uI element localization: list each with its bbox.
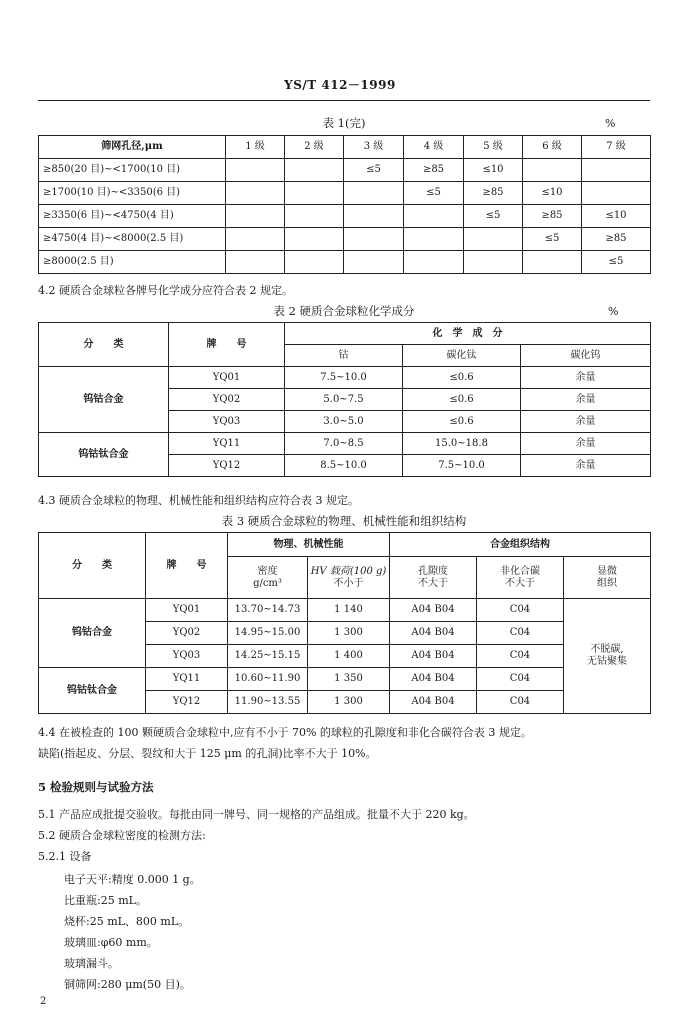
paragraph-4-4-line2: 缺陷(指起皮、分层、裂纹和大于 125 μm 的孔洞)比率不大于 10%。 xyxy=(38,747,377,760)
table1-cell xyxy=(523,251,582,274)
table2-group-wc-co-tic: 钨钴钛合金 xyxy=(39,433,169,477)
table-row xyxy=(39,599,651,622)
table3-cell: C04 xyxy=(477,599,564,622)
table2-cell: 余量 xyxy=(521,367,651,389)
table1-cell: ≥850(20 目)~<1700(10 目) xyxy=(39,159,226,182)
table1-header-cell: 3 级 xyxy=(344,136,404,159)
table3-cell: 14.25~15.15 xyxy=(228,645,308,668)
table2-header-chem: 化 学 成 分 xyxy=(285,323,651,345)
table1-cell: ≥4750(4 目)~<8000(2.5 目) xyxy=(39,228,226,251)
table1-cell xyxy=(464,228,523,251)
equipment-item: 电子天平:精度 0.000 1 g。 xyxy=(64,873,201,886)
table1-cell xyxy=(285,205,344,228)
table1-cell xyxy=(285,251,344,274)
table1-cell: ≥85 xyxy=(582,228,651,251)
table2-cell: 余量 xyxy=(521,455,651,477)
table3-header-category: 分 类 xyxy=(39,533,146,599)
paragraph-5-2: 5.2 硬质合金球粒密度的检测方法: xyxy=(38,829,206,842)
table1-cell xyxy=(226,182,285,205)
table1-cell: ≥3350(6 目)~<4750(4 目) xyxy=(39,205,226,228)
table1-cell: ≤10 xyxy=(464,159,523,182)
table2-cell: ≤0.6 xyxy=(403,411,521,433)
table1-cell: ≤5 xyxy=(404,182,464,205)
table3-header-hv-name: HV 载荷(100 g) xyxy=(310,565,387,577)
table2-cell: YQ11 xyxy=(169,433,285,455)
table2-cell: 8.5~10.0 xyxy=(285,455,403,477)
table3-header-micro-line1: 显微 xyxy=(597,565,618,577)
table2-header-co: 钴 xyxy=(285,345,403,367)
table1-cell: ≥85 xyxy=(464,182,523,205)
paragraph-5-1: 5.1 产品应成批提交验收。每批由同一牌号、同一规格的产品组成。批量不大于 220 kg。 xyxy=(38,808,475,821)
table1-cell xyxy=(344,251,404,274)
table3-cell: C04 xyxy=(477,668,564,691)
table3-cell: 10.60~11.90 xyxy=(228,668,308,691)
table1-cell xyxy=(226,159,285,182)
equipment-item: 铜筛网:280 μm(50 目)。 xyxy=(64,978,191,991)
table2-cell: 余量 xyxy=(521,411,651,433)
table-row xyxy=(39,251,651,274)
equipment-item: 玻璃皿:φ60 mm。 xyxy=(64,936,158,949)
table2-header-tic: 碳化钛 xyxy=(403,345,521,367)
table1 xyxy=(38,135,651,274)
table3-cell: YQ01 xyxy=(146,599,228,622)
table3-header-carbon-name: 非化合碳 xyxy=(500,565,540,577)
table1-header-row xyxy=(39,136,651,159)
table1-header-cell: 筛网孔径,μm xyxy=(39,136,226,159)
table3-cell: A04 B04 xyxy=(390,645,477,668)
table3-cell: 1 300 xyxy=(308,691,390,714)
table2-cell: 余量 xyxy=(521,433,651,455)
table2-cell: YQ12 xyxy=(169,455,285,477)
table1-cell: ≤5 xyxy=(523,228,582,251)
table1-cell xyxy=(285,159,344,182)
table3-group-wc-co: 钨钴合金 xyxy=(39,599,146,668)
table2-unit: % xyxy=(608,305,619,318)
table2 xyxy=(38,322,651,477)
table1-cell xyxy=(404,251,464,274)
table2-cell: ≤0.6 xyxy=(403,367,521,389)
table3-header-carbon xyxy=(477,557,564,599)
table3-header-porosity xyxy=(390,557,477,599)
table1-cell xyxy=(285,182,344,205)
table1-cell xyxy=(344,228,404,251)
table2-header-wc: 碳化钨 xyxy=(521,345,651,367)
table3-micro-value-line2: 无钴聚集 xyxy=(587,656,628,667)
table3-cell: YQ12 xyxy=(146,691,228,714)
table3-cell: C04 xyxy=(477,645,564,668)
table1-cell xyxy=(285,228,344,251)
table1-header-cell: 6 级 xyxy=(523,136,582,159)
equipment-item: 比重瓶:25 mL。 xyxy=(64,894,147,907)
table2-cell: YQ01 xyxy=(169,367,285,389)
table1-cell: ≥85 xyxy=(404,159,464,182)
table1-cell: ≥85 xyxy=(523,205,582,228)
table3-cell: YQ03 xyxy=(146,645,228,668)
table2-caption: 表 2 硬质合金球粒化学成分 xyxy=(273,304,415,318)
table1-cell xyxy=(344,182,404,205)
table3-cell: 14.95~15.00 xyxy=(228,622,308,645)
table-row xyxy=(39,367,651,389)
table3-header-density xyxy=(228,557,308,599)
table2-cell: 3.0~5.0 xyxy=(285,411,403,433)
table3-cell: 13.70~14.73 xyxy=(228,599,308,622)
table1-cell xyxy=(582,159,651,182)
table3-cell: C04 xyxy=(477,691,564,714)
table2-header-row xyxy=(39,323,651,345)
table3-header-micro-line2: 组织 xyxy=(597,577,618,589)
table3-cell: A04 B04 xyxy=(390,668,477,691)
table1-header-cell: 2 级 xyxy=(285,136,344,159)
table1-cell: ≤10 xyxy=(523,182,582,205)
table-row xyxy=(39,433,651,455)
table2-cell: 7.5~10.0 xyxy=(403,455,521,477)
table1-unit: % xyxy=(605,117,616,130)
equipment-item: 烧杯:25 mL、800 mL。 xyxy=(64,915,190,928)
table1-cell: ≤10 xyxy=(582,205,651,228)
header-rule xyxy=(38,100,650,101)
table3 xyxy=(38,532,651,714)
table3-header-porosity-name: 孔隙度 xyxy=(418,565,448,577)
page-number: 2 xyxy=(40,996,47,1007)
table3-header-row xyxy=(39,533,651,557)
table2-cell: 余量 xyxy=(521,389,651,411)
table1-cell xyxy=(404,228,464,251)
table3-header-density-name: 密度 xyxy=(257,565,278,577)
table3-caption: 表 3 硬质合金球粒的物理、机械性能和组织结构 xyxy=(221,514,467,528)
table1-cell xyxy=(226,251,285,274)
table1-caption: 表 1(完) xyxy=(322,116,366,130)
table1-header-cell: 5 级 xyxy=(464,136,523,159)
table-row xyxy=(39,205,651,228)
table1-cell: ≥1700(10 目)~<3350(6 目) xyxy=(39,182,226,205)
table2-cell: 5.0~7.5 xyxy=(285,389,403,411)
table1-cell: ≤5 xyxy=(464,205,523,228)
table3-header-density-unit: g/cm³ xyxy=(253,577,282,589)
table3-header-phys: 物理、机械性能 xyxy=(228,533,390,557)
table3-header-hv xyxy=(308,557,390,599)
standard-code-header: YS/T 412－1999 xyxy=(284,78,396,92)
table3-cell: 1 300 xyxy=(308,622,390,645)
table3-cell: YQ02 xyxy=(146,622,228,645)
table1-cell xyxy=(523,159,582,182)
table3-header-struct: 合金组织结构 xyxy=(390,533,651,557)
table3-cell: 1 140 xyxy=(308,599,390,622)
table3-header-grade: 牌 号 xyxy=(146,533,228,599)
table-row xyxy=(39,668,651,691)
table1-header-cell: 4 级 xyxy=(404,136,464,159)
table2-cell: ≤0.6 xyxy=(403,389,521,411)
table1-header-cell: 7 级 xyxy=(582,136,651,159)
table1-cell: ≤5 xyxy=(582,251,651,274)
table3-cell: YQ11 xyxy=(146,668,228,691)
table3-group-wc-co-tic: 钨钴钛合金 xyxy=(39,668,146,714)
table2-cell: 7.0~8.5 xyxy=(285,433,403,455)
table1-cell: ≥8000(2.5 目) xyxy=(39,251,226,274)
table3-cell: 1 350 xyxy=(308,668,390,691)
table3-cell: 11.90~13.55 xyxy=(228,691,308,714)
table2-cell: YQ03 xyxy=(169,411,285,433)
table1-cell xyxy=(404,205,464,228)
table3-header-porosity-note: 不大于 xyxy=(418,577,448,589)
table1-cell xyxy=(464,251,523,274)
table2-group-wc-co: 钨钴合金 xyxy=(39,367,169,433)
table1-cell xyxy=(582,182,651,205)
paragraph-4-4-line1: 4.4 在被检查的 100 颗硬质合金球粒中,应有不小于 70% 的球粒的孔隙度和非化合碳符合表 3 规定。 xyxy=(38,726,532,739)
table3-header-hv-note: 不小于 xyxy=(333,577,364,589)
table3-cell: 1 400 xyxy=(308,645,390,668)
table1-cell: ≤5 xyxy=(344,159,404,182)
table-row xyxy=(39,182,651,205)
table3-cell: C04 xyxy=(477,622,564,645)
paragraph-5-2-1: 5.2.1 设备 xyxy=(38,850,92,863)
table2-header-category: 分 类 xyxy=(39,323,169,367)
table3-header-carbon-note: 不大于 xyxy=(505,577,535,589)
paragraph-4-2: 4.2 硬质合金球粒各牌号化学成分应符合表 2 规定。 xyxy=(38,284,293,297)
table2-cell: 7.5~10.0 xyxy=(285,367,403,389)
table2-header-grade: 牌 号 xyxy=(169,323,285,367)
table3-cell: A04 B04 xyxy=(390,622,477,645)
equipment-item: 玻璃漏斗。 xyxy=(64,957,119,970)
table2-cell: 15.0~18.8 xyxy=(403,433,521,455)
table1-cell xyxy=(226,205,285,228)
table3-cell: A04 B04 xyxy=(390,691,477,714)
section-5-heading: 5 检验规则与试验方法 xyxy=(38,780,154,794)
table1-cell xyxy=(344,205,404,228)
table3-header-micro xyxy=(564,557,651,599)
paragraph-4-3: 4.3 硬质合金球粒的物理、机械性能和组织结构应符合表 3 规定。 xyxy=(38,494,359,507)
table2-cell: YQ02 xyxy=(169,389,285,411)
table-row xyxy=(39,159,651,182)
table1-cell xyxy=(226,228,285,251)
table3-microstructure-value xyxy=(564,599,651,714)
table1-header-cell: 1 级 xyxy=(226,136,285,159)
table3-micro-value-line1: 不脱碳, xyxy=(590,644,624,655)
table-row xyxy=(39,228,651,251)
table3-cell: A04 B04 xyxy=(390,599,477,622)
